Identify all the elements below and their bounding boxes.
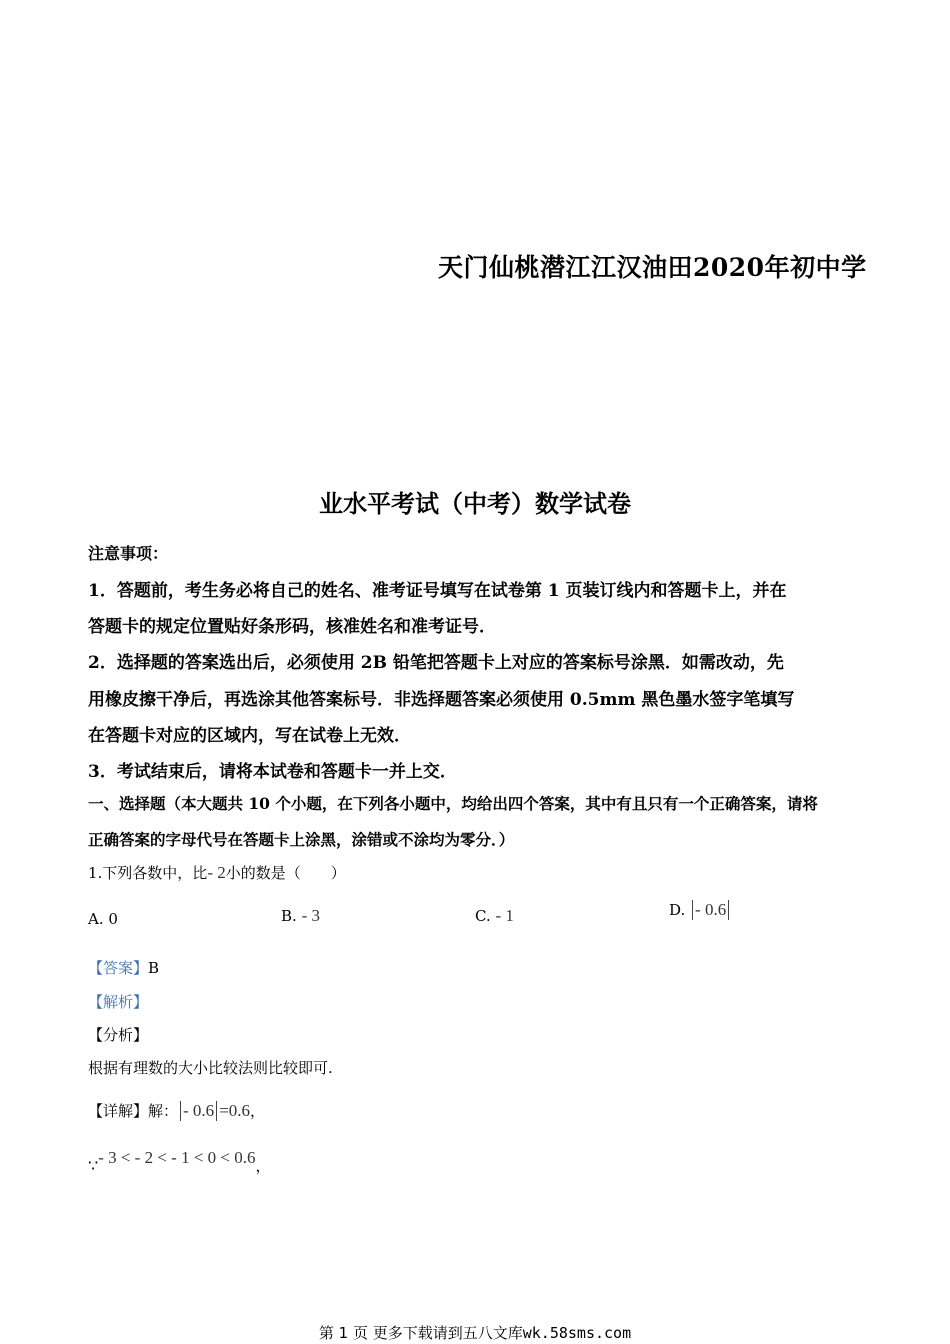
option-c-label: C. [475,907,491,925]
because-line [88,1148,271,1176]
stem-text-after: 小的数是（ ） [225,864,346,882]
option-b-label: B. [281,907,297,925]
detail-abs-value: - 0.6 [183,1101,215,1120]
option-b-math: - 3 [301,906,320,925]
notice-line-5: 在答题卡对应的区域内，写在试卷上无效． [88,726,411,746]
footer-page-text: 第 1 页 更多下载请到五八文库 [318,1324,523,1342]
because-symbol: ∵ [88,1156,99,1175]
because-comma: ， [255,1157,271,1175]
footer-site: wk.58sms.com [522,1324,632,1342]
fenxi-tag: 【分析】 [88,1026,149,1044]
detail-comma: ， [250,1102,266,1120]
detail-tag: 【详解】解： [88,1102,179,1120]
option-c [475,906,514,926]
question-1-stem [88,862,346,883]
notice-line-3: 2．选择题的答案选出后，必须使用 2B 铅笔把答题卡上对应的答案标号涂黑．如需改动，先 [88,653,784,673]
notice-heading: 注意事项： [88,544,169,563]
page-footer [0,1322,950,1343]
abs-bar-right [216,1101,217,1121]
fenxi-text: 根据有理数的大小比较法则比较即可. [88,1059,333,1077]
notice-line-4: 用橡皮擦干净后，再选涂其他答案标号．非选择题答案必须使用 0.5mm 黑色墨水签字笔填写 [88,690,795,710]
section-1-line-2: 正确答案的字母代号在答题卡上涂黑，涂错或不涂均为零分．） [88,830,515,849]
title-line-2: 业水平考试（中考）数学试卷 [319,489,631,518]
option-b [281,906,320,926]
detail-eq: =0.6 [219,1101,251,1120]
detail-line [88,1100,265,1121]
option-d [669,900,731,920]
option-d-math: - 0.6 [695,900,727,919]
stem-text-before: 1.下列各数中，比 [88,864,208,882]
title-line-1: 天门仙桃潜江江汉油田2020年初中学 [438,253,867,282]
answer-line [88,957,159,978]
notice-line-6: 3．考试结束后，请将本试卷和答题卡一并上交． [88,762,457,782]
option-a-label: A. 0 [88,910,118,928]
answer-tag: 【答案】 [88,959,149,977]
answer-value: B [148,959,160,977]
section-1-line-1: 一、选择题（本大题共 10 个小题，在下列各小题中，均给出四个答案，其中有且只有一个正确答案，请将 [88,794,818,813]
abs-bar-left [180,1101,181,1121]
abs-bar-right [728,900,729,920]
abs-bar-left [692,900,693,920]
notice-line-2: 答题卡的规定位置贴好条形码，核准姓名和准考证号． [88,617,496,637]
option-a [88,910,118,928]
because-expr: - 3 < - 2 < - 1 < 0 < 0.6 [98,1148,256,1167]
analysis-tag: 【解析】 [88,993,149,1011]
option-d-label: D. [669,901,686,919]
notice-line-1: 1．答题前，考生务必将自己的姓名、准考证号填写在试卷第 1 页装订线内和答题卡上，并在 [88,581,787,601]
option-c-math: - 1 [495,906,514,925]
stem-math: - 2 [207,863,226,882]
